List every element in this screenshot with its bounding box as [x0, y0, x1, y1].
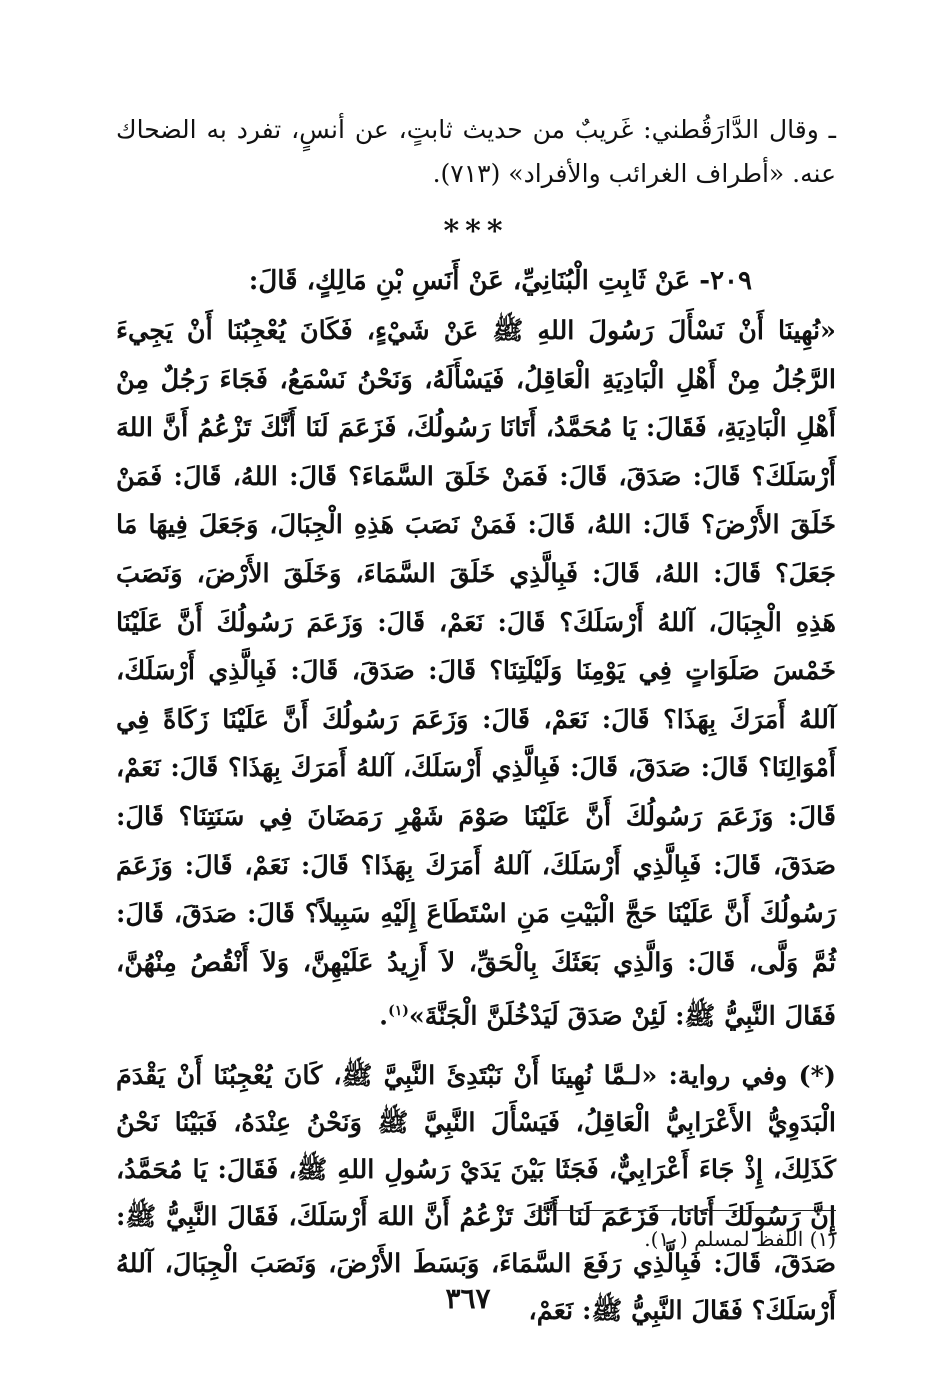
page-number: ٣٦٧	[445, 1282, 491, 1315]
intro-section	[116, 108, 836, 196]
intro-paragraph: ـ وقال الدَّارَقُطني: غَريبٌ من حديث ثابتٍ، عن أنسٍ، تفرد به الضحاك عنه. «أطراف الغرائب والأفراد» (٧١٣).	[116, 115, 836, 188]
hadith-body	[116, 307, 836, 1041]
footnote: (١) اللفظ لمسلم (١٠).	[644, 1227, 836, 1251]
riwaya-paragraph: (*) وفي رواية: «لـمَّا نُهِينَا أَنْ نَبْتَدِئَ النَّبِيَّ ﷺ، كَانَ يُعْجِبُنَا أَنْ يَقْدَمَ الْبَدَوِيُّ الأَعْرَابِيُّ الْعَاقِلُ، فَيَسْأَلَ النَّبِيَّ ﷺ وَنَحْنُ عِنْدَهُ، فَبَيْنَا نَحْنُ كَذَلِكَ، إِذْ جَاءَ أَعْرَابِيٌّ، فَجَثَا بَيْنَ يَدَيْ رَسُولِ اللهِ ﷺ، فَقَالَ: يَا مُحَمَّدُ، إِنَّ رَسُولَكَ أَتَانَا، فَزَعَمَ لَنَا أَنَّكَ تَزْعُمُ أَنَّ اللهَ أَرْسَلَكَ، فَقَالَ النَّبِيُّ ﷺ: صَدَقَ، قَالَ: فَبِالَّذِي رَفَعَ السَّمَاءَ، وَبَسَطَ الأَرْضَ، وَنَصَبَ الْجِبَالَ، آللهُ أَرْسَلَكَ؟ فَقَالَ النَّبِيُّ ﷺ: نَعَمْ،	[116, 1061, 836, 1327]
section-separator: ***	[443, 214, 509, 249]
hadith-heading: ٢٠٩- عَنْ ثَابِتِ الْبُنَانِيِّ، عَنْ أَنَسِ بْنِ مَالِكٍ، قَالَ:	[248, 266, 752, 296]
footnote-divider	[536, 1210, 836, 1211]
hadith-text: «نُهِينَا أَنْ نَسْأَلَ رَسُولَ اللهِ ﷺ عَنْ شَيْءٍ، فَكَانَ يُعْجِبُنَا أَنْ يَجِيءَ الرَّجُلُ مِنْ أَهْلِ الْبَادِيَةِ الْعَاقِلُ، فَيَسْأَلَهُ، وَنَحْنُ نَسْمَعُ، فَجَاءَ رَجُلٌ مِنْ أَهْلِ الْبَادِيَةِ، فَقَالَ: يَا مُحَمَّدُ، أَتَانَا رَسُولُكَ، فَزَعَمَ لَنَا أَنَّكَ تَزْعُمُ أَنَّ اللهَ أَرْسَلَكَ؟ قَالَ: صَدَقَ، قَالَ: فَمَنْ خَلَقَ السَّمَاءَ؟ قَالَ: اللهُ، قَالَ: فَمَنْ خَلَقَ الأَرْضَ؟ قَالَ: اللهُ، قَالَ: فَمَنْ نَصَبَ هَذِهِ الْجِبَالَ، وَجَعَلَ فِيهَا مَا جَعَلَ؟ قَالَ: اللهُ، قَالَ: فَبِالَّذِي خَلَقَ السَّمَاءَ، وَخَلَقَ الأَرْضَ، وَنَصَبَ هَذِهِ الْجِبَالَ، آللهُ أَرْسَلَكَ؟ قَالَ: نَعَمْ، قَالَ: وَزَعَمَ رَسُولُكَ أَنَّ عَلَيْنَا خَمْسَ صَلَوَاتٍ فِي يَوْمِنَا وَلَيْلَتِنَا؟ قَالَ: صَدَقَ، قَالَ: فَبِالَّذِي أَرْسَلَكَ، آللهُ أَمَرَكَ بِهَذَا؟ قَالَ: نَعَمْ، قَالَ: وَزَعَمَ رَسُولُكَ أَنَّ عَلَيْنَا زَكَاةً فِي أَمْوَالِنَا؟ قَالَ: صَدَقَ، قَالَ: فَبِالَّذِي أَرْسَلَكَ، آللهُ أَمَرَكَ بِهَذَا؟ قَالَ: نَعَمْ، قَالَ: وَزَعَمَ رَسُولُكَ أَنَّ عَلَيْنَا صَوْمَ شَهْرِ رَمَضَانَ فِي سَنَتِنَا؟ قَالَ: صَدَقَ، قَالَ: فَبِالَّذِي أَرْسَلَكَ، آللهُ أَمَرَكَ بِهَذَا؟ قَالَ: نَعَمْ، قَالَ: وَزَعَمَ رَسُولُكَ أَنَّ عَلَيْنَا حَجَّ الْبَيْتِ مَنِ اسْتَطَاعَ إِلَيْهِ سَبِيلاً؟ قَالَ: صَدَقَ، قَالَ: ثُمَّ وَلَّى، قَالَ: وَالَّذِي بَعَثَكَ بِالْحَقِّ، لاَ أَزِيدُ عَلَيْهِنَّ، وَلاَ أَنْقُصُ مِنْهُنَّ، فَقَالَ النَّبِيُّ ﷺ: لَئِنْ صَدَقَ لَيَدْخُلَنَّ الْجَنَّةَ»	[116, 316, 836, 1032]
hadith-end-punctuation: .	[379, 1001, 389, 1032]
footnote-reference: (١)	[388, 1003, 409, 1020]
